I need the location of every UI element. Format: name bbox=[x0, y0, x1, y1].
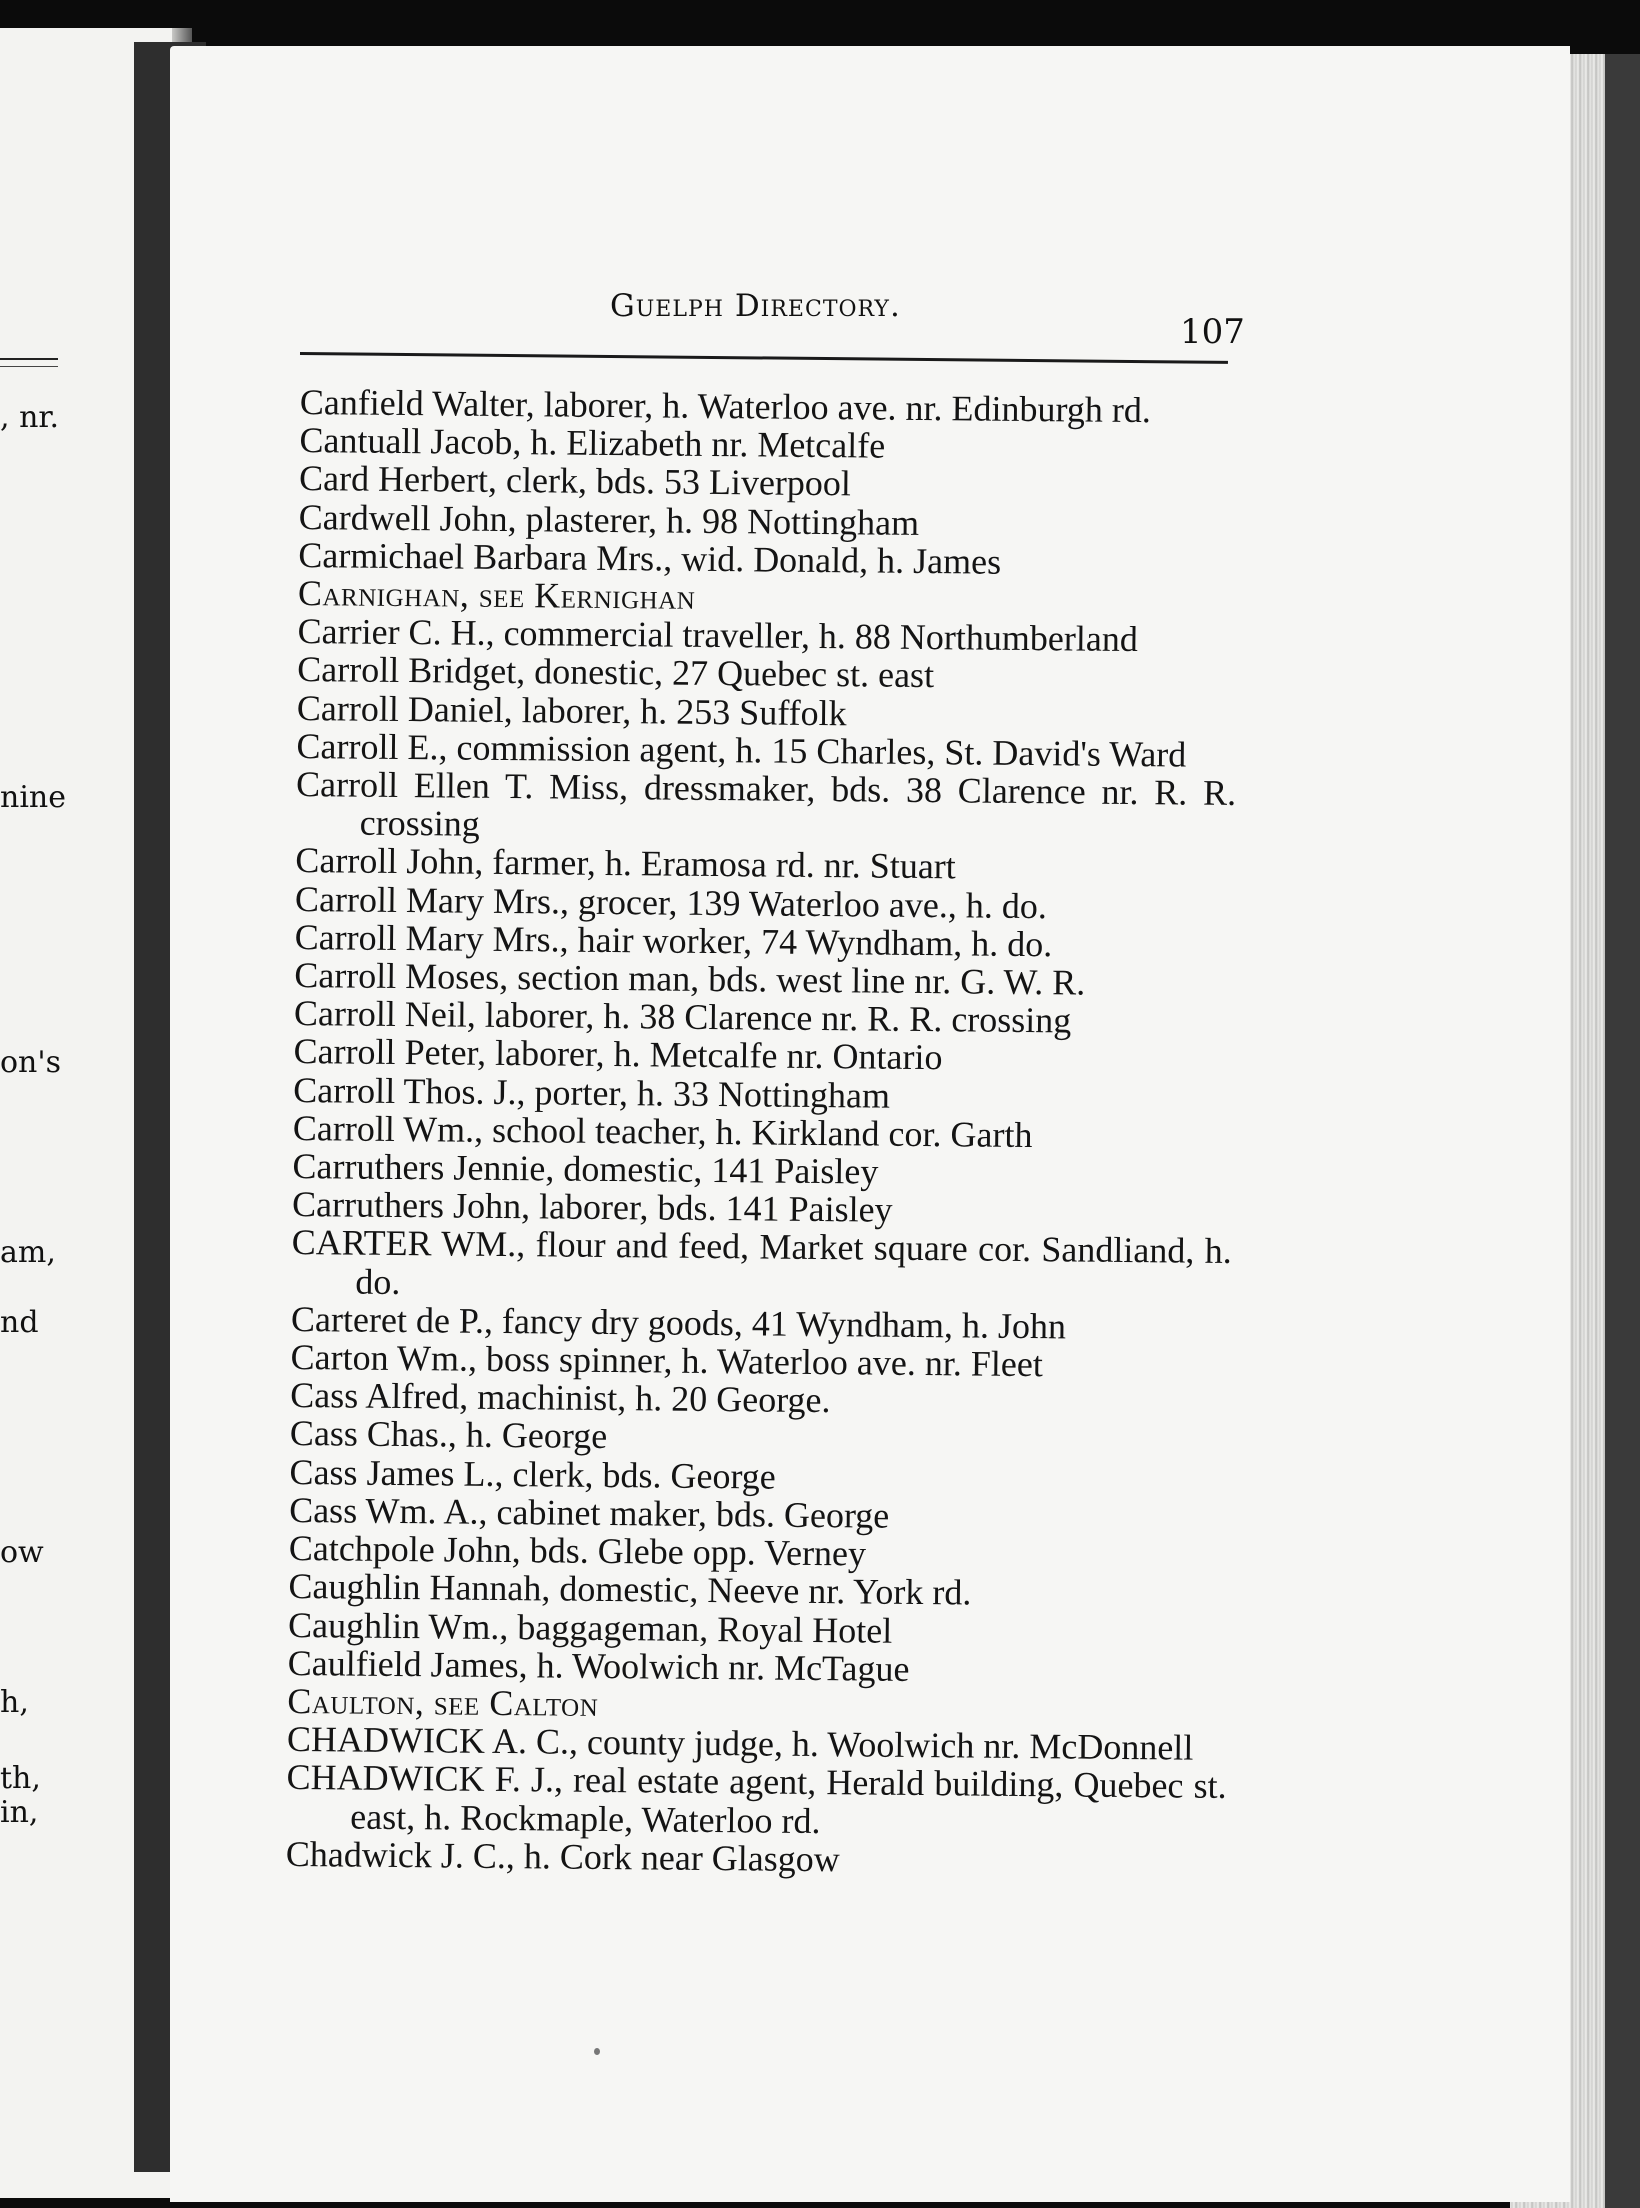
running-head: Guelph Directory. bbox=[610, 288, 901, 324]
left-page-fragment: nd bbox=[0, 1305, 39, 1340]
page-edges-shadow bbox=[1605, 54, 1640, 2208]
directory-entry: Carroll E., commission agent, h. 15 Charles, St. David's Ward bbox=[296, 725, 1187, 775]
directory-entry: Cass Wm. A., cabinet maker, bds. George bbox=[288, 1489, 890, 1536]
directory-entry: Cardwell John, plasterer, h. 98 Nottingham bbox=[298, 496, 920, 543]
left-page-fragment: ow bbox=[0, 1535, 44, 1570]
left-page-rule bbox=[0, 366, 58, 367]
directory-entry: Carroll Mary Mrs., grocer, 139 Waterloo ave., h. do. bbox=[294, 878, 1048, 926]
directory-entry: Caulfield James, h. Woolwich nr. McTague bbox=[287, 1642, 910, 1689]
directory-entry: Canfield Walter, laborer, h. Waterloo ave. nr. Edinburgh rd. bbox=[299, 382, 1152, 431]
directory-entry: Carroll Wm., school teacher, h. Kirkland cor. Garth bbox=[292, 1107, 1033, 1155]
left-page-fragment: on's bbox=[0, 1045, 62, 1080]
directory-entry: CHADWICK F. J., real estate agent, Herald building, Quebec st. east, h. Rockmaple, Waterloo rd. bbox=[286, 1757, 1227, 1841]
page-number: 107 bbox=[1180, 312, 1245, 352]
directory-entry: Card Herbert, clerk, bds. 53 Liverpool bbox=[298, 458, 852, 504]
directory-entry: Cass James L., clerk, bds. George bbox=[289, 1451, 776, 1497]
directory-entry: Carruthers Jennie, domestic, 141 Paisley bbox=[292, 1146, 879, 1192]
directory-entry: Carroll Daniel, laborer, h. 253 Suffolk bbox=[296, 687, 847, 733]
directory-entry: Carteret de P., fancy dry goods, 41 Wyndham, h. John bbox=[290, 1298, 1067, 1347]
directory-entry: Carroll Moses, section man, bds. west line nr. G. W. R. bbox=[294, 955, 1086, 1003]
directory-entry: Carnighan, see Kernighan bbox=[297, 573, 696, 617]
left-page-fragment: nine bbox=[0, 780, 66, 815]
directory-entry: Catchpole John, bds. Glebe opp. Verney bbox=[288, 1528, 867, 1574]
left-page-fragment: , nr. bbox=[0, 400, 59, 435]
ink-speck bbox=[594, 2048, 600, 2055]
left-page-fragment: in, bbox=[0, 1795, 39, 1830]
left-page-fragment: th, bbox=[0, 1761, 41, 1796]
left-page-fragment: h, bbox=[0, 1685, 29, 1720]
directory-entry: Cantuall Jacob, h. Elizabeth nr. Metcalfe bbox=[299, 420, 886, 466]
directory-entry: Cass Chas., h. George bbox=[289, 1413, 608, 1457]
directory-entry: Carroll Thos. J., porter, h. 33 Nottingham bbox=[293, 1069, 891, 1116]
directory-entry: Caughlin Hannah, domestic, Neeve nr. York rd. bbox=[288, 1566, 972, 1613]
directory-entry: Carroll Ellen T. Miss, dressmaker, bds. 38 Clarence nr. R. R. crossing bbox=[295, 764, 1237, 844]
directory-entry: Caughlin Wm., baggageman, Royal Hotel bbox=[287, 1604, 893, 1651]
directory-entry: Carrier C. H., commercial traveller, h. 88 Northumberland bbox=[297, 611, 1139, 660]
directory-entry: CARTER WM., flour and feed, Market square cor. Sandliand, h. do. bbox=[291, 1222, 1232, 1302]
directory-entry: Chadwick J. C., h. Cork near Glasgow bbox=[285, 1833, 840, 1879]
directory-entry: Carroll Mary Mrs., hair worker, 74 Wyndham, h. do. bbox=[294, 916, 1053, 965]
left-page-rule bbox=[0, 358, 58, 360]
directory-entry: Carroll Bridget, donestic, 27 Quebec st. east bbox=[297, 649, 935, 696]
directory-entry: Carton Wm., boss spinner, h. Waterloo ave. nr. Fleet bbox=[290, 1337, 1044, 1385]
directory-entry: Carroll John, farmer, h. Eramosa rd. nr. Stuart bbox=[295, 840, 956, 887]
directory-entry: Carmichael Barbara Mrs., wid. Donald, h. James bbox=[298, 534, 1002, 582]
directory-entry: CHADWICK A. C., county judge, h. Woolwich nr. McDonnell bbox=[286, 1719, 1194, 1768]
directory-entry: Carroll Neil, laborer, h. 38 Clarence nr. R. R. crossing bbox=[293, 993, 1072, 1041]
directory-entry: Carruthers John, laborer, bds. 141 Paisley bbox=[291, 1184, 893, 1230]
left-page-fragment: am, bbox=[0, 1235, 56, 1270]
directory-entry: Carroll Peter, laborer, h. Metcalfe nr. Ontario bbox=[293, 1031, 943, 1078]
directory-entry: Cass Alfred, machinist, h. 20 George. bbox=[290, 1375, 831, 1421]
directory-entries bbox=[286, 383, 1240, 1882]
directory-entry: Caulton, see Calton bbox=[287, 1680, 599, 1724]
